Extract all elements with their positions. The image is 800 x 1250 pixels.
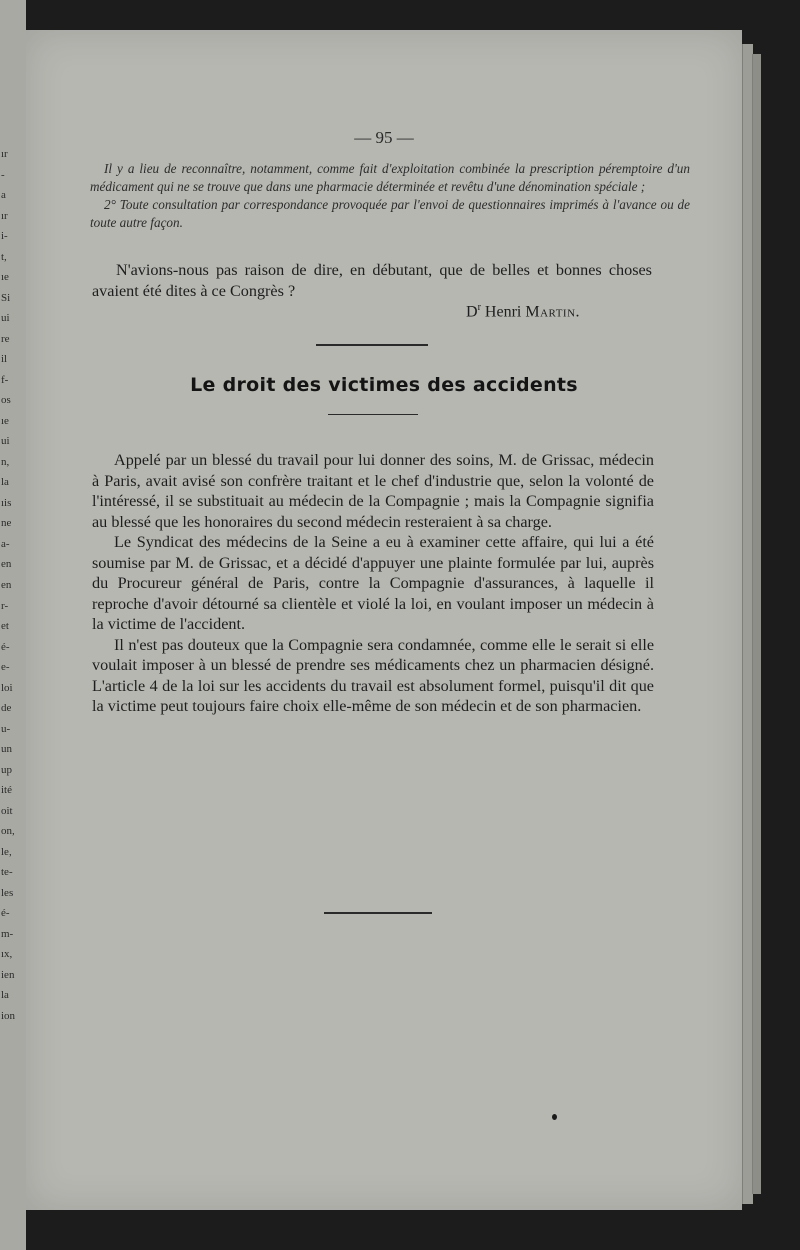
adjacent-page-fragment: f- [1, 374, 9, 386]
adjacent-page-fragment: - [1, 169, 5, 181]
adjacent-page-fragment: u- [1, 723, 11, 735]
ink-spot [552, 1114, 557, 1120]
adjacent-page-fragment: m- [1, 928, 14, 940]
closing-paragraph: N'avions-nous pas raison de dire, en débutant, que de belles et bonnes choses avaient été dites à ce Congrès ? [92, 261, 652, 300]
adjacent-page-fragment: re [1, 333, 10, 345]
title-underline [328, 414, 418, 415]
adjacent-page-fragment: a [1, 189, 6, 201]
signature-last-name: Martin. [525, 303, 581, 321]
adjacent-page-fragment: t, [1, 251, 7, 263]
adjacent-page-fragment: ır [1, 210, 8, 222]
body-paragraph-3: Il n'est pas douteux que la Compagnie sera condamnée, comme elle le serait si elle voulait imposer à un blessé de prendre ses médicaments chez un pharmacien désigné. L'article 4 de la loi sur les accidents du travail est absolument formel, puisqu'il dit que la victime peut toujours faire choix elle-même de son médecin et de son pharmacien. [92, 635, 654, 715]
section-divider [316, 344, 428, 346]
adjacent-page-fragment: en [1, 579, 12, 591]
adjacent-page-fragment: n, [1, 456, 10, 468]
article-body [92, 450, 654, 717]
quote-paragraph-1: Il y a lieu de reconnaître, notamment, comme fait d'exploitation combinée la prescription péremptoire d'un médicament qui ne se trouve que dans une pharmacie déterminée et revêtu d'une dénomination spéciale ; [90, 161, 690, 194]
quoted-regulation [90, 160, 690, 232]
adjacent-page-fragment: ité [1, 784, 12, 796]
adjacent-page-fragment: la [1, 989, 9, 1001]
adjacent-page-fragment: os [1, 394, 11, 406]
closing-remark [92, 260, 652, 301]
adjacent-page-fragment: il [1, 353, 8, 365]
adjacent-page-fragment: ien [1, 969, 15, 981]
adjacent-page-fragment: a- [1, 538, 10, 550]
adjacent-page-fragment: en [1, 558, 12, 570]
adjacent-page-fragment: oit [1, 805, 13, 817]
adjacent-page-fragment: r- [1, 600, 9, 612]
adjacent-page-fragment: on, [1, 825, 15, 837]
adjacent-page-fragment: ne [1, 517, 12, 529]
adjacent-page-fragment: i- [1, 230, 8, 242]
body-paragraph-1: Appelé par un blessé du travail pour lui donner des soins, M. de Grissac, médecin à Paris, avait avisé son confrère traitant et le chef d'industrie que, selon la volonté de l'intéressé, il se substituait au médecin de la Compagnie ; mais la Compagnie signifia au blessé que les honoraires du second médecin resteraient à sa charge. [92, 451, 654, 531]
adjacent-page-fragment: é- [1, 641, 10, 653]
adjacent-page-fragment: ion [1, 1010, 16, 1022]
adjacent-page-fragment: la [1, 476, 9, 488]
signature-first-name: Henri [484, 303, 522, 321]
adjacent-page-fragment: te- [1, 866, 13, 878]
adjacent-page-edge [0, 0, 26, 1250]
article-title: Le droit des victimes des accidents [190, 374, 578, 396]
adjacent-page-fragment: ıis [1, 497, 12, 509]
body-paragraph-2: Le Syndicat des médecins de la Seine a eu à examiner cette affaire, qui lui a été soumise par M. de Grissac, et a décidé d'appuyer une plainte formulée par lui, auprès du Procureur général de Paris, contre la Compagnie d'assurances, à laquelle il reproche d'avoir détourné sa clientèle et violé la loi, en voulant imposer un médecin à la victime de l'accident. [92, 533, 654, 633]
adjacent-page-fragment: é- [1, 907, 10, 919]
signature-prefix-sup: r [477, 302, 481, 313]
quote-paragraph-2: 2° Toute consultation par correspondance provoquée par l'envoi de questionnaires imprimés à l'avance ou de toute autre façon. [90, 197, 690, 230]
adjacent-page-fragment: et [1, 620, 9, 632]
adjacent-page-fragment: un [1, 743, 12, 755]
adjacent-page-fragment: up [1, 764, 12, 776]
adjacent-page-fragment: ui [1, 312, 10, 324]
adjacent-page-fragment: ıe [1, 271, 9, 283]
adjacent-page-fragment: ıx, [1, 948, 13, 960]
page-edge-right-back [752, 54, 761, 1194]
adjacent-page-fragment: les [1, 887, 14, 899]
author-signature [466, 302, 580, 321]
adjacent-page-fragment: ır [1, 148, 8, 160]
book-page [26, 30, 742, 1210]
adjacent-page-fragment: Si [1, 292, 11, 304]
signature-prefix: D [466, 303, 478, 321]
adjacent-page-fragment: le, [1, 846, 12, 858]
adjacent-page-fragment: loi [1, 682, 13, 694]
adjacent-page-fragment: ui [1, 435, 10, 447]
adjacent-page-fragment: ıe [1, 415, 9, 427]
end-divider [324, 912, 432, 914]
adjacent-page-fragment: e- [1, 661, 10, 673]
page-number: — 95 — [354, 128, 414, 147]
adjacent-page-fragment: de [1, 702, 12, 714]
